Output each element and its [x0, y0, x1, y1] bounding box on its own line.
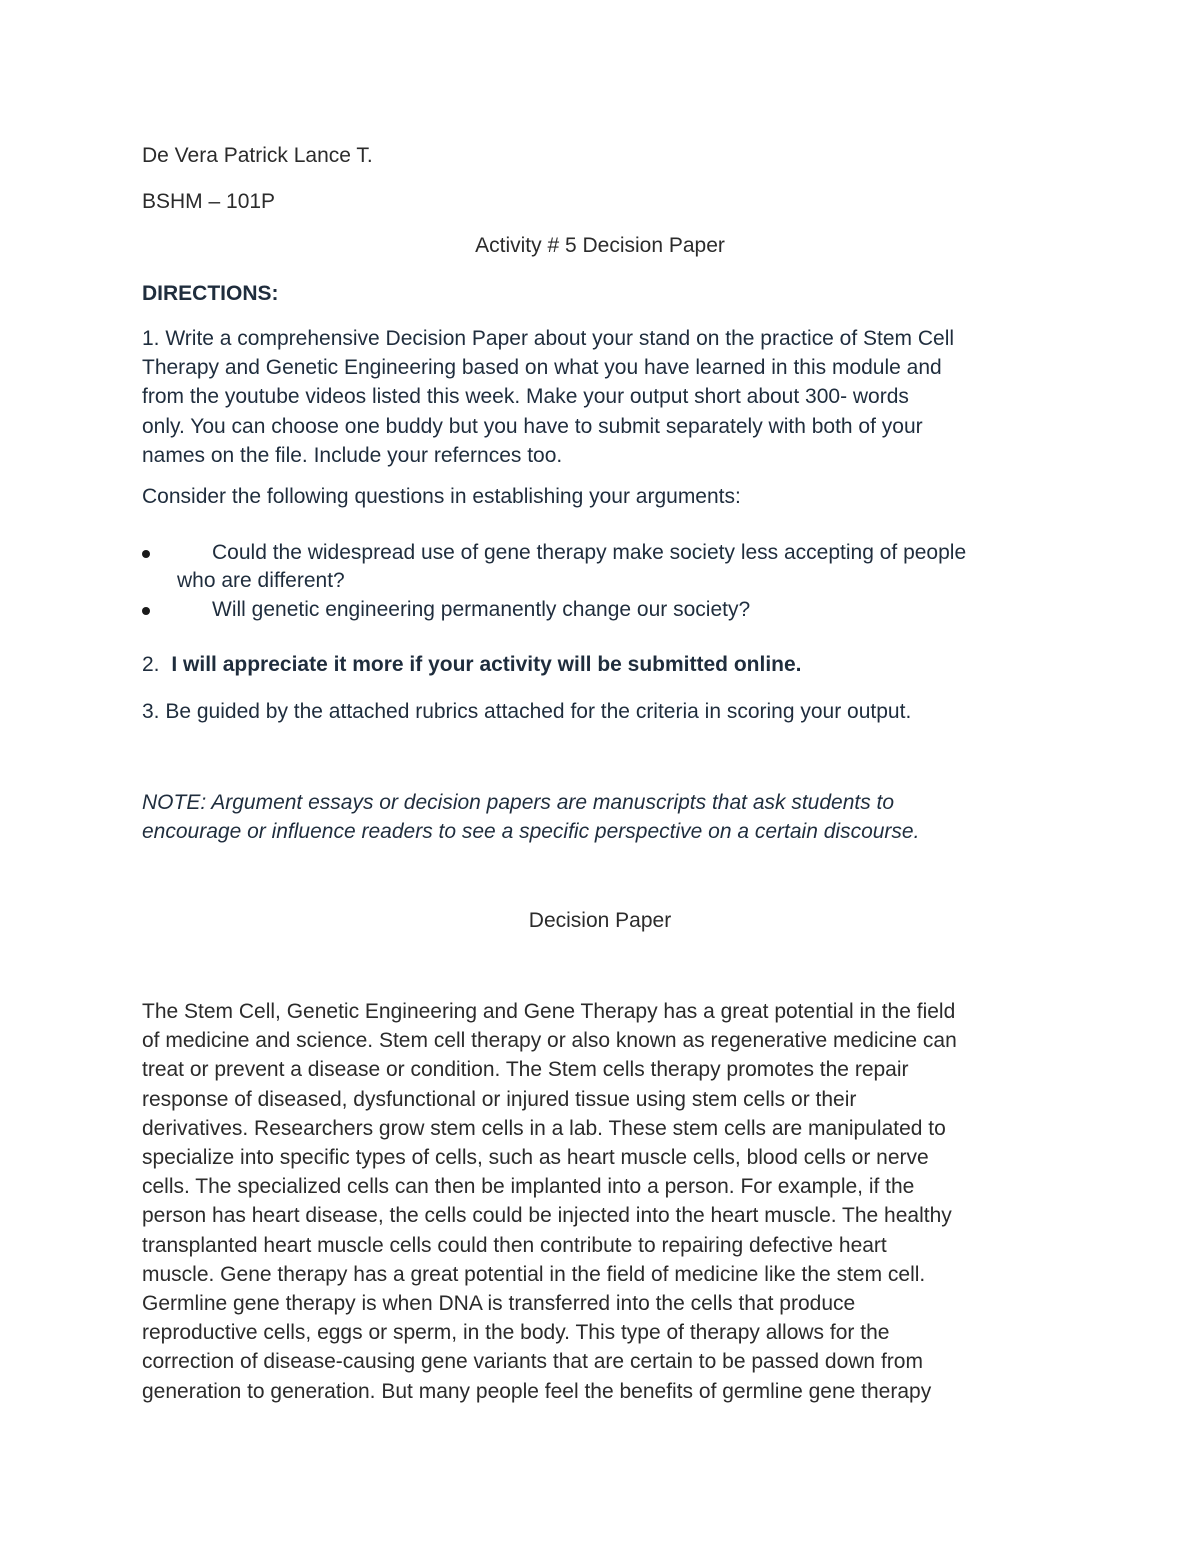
bullet-text: Will genetic engineering permanently change our society? — [212, 598, 751, 621]
consider-text: Consider the following questions in establishing your arguments: — [142, 485, 741, 508]
bullet-text: Could the widespread use of gene therapy make society less accepting of people — [212, 541, 967, 564]
body-line: correction of disease-causing gene variants that are certain to be passed down from — [142, 1350, 923, 1374]
body-line: specialize into specific types of cells, such as heart muscle cells, blood cells or nerve — [142, 1146, 929, 1170]
bullet-icon — [142, 550, 150, 558]
direction-item-1-line: names on the file. Include your refernces too. — [142, 443, 563, 467]
body-line: generation to generation. But many people feel the benefits of germline gene therapy — [142, 1379, 932, 1403]
body-line: treat or prevent a disease or condition. The Stem cells therapy promotes the repair — [142, 1058, 909, 1082]
direction-item-2 — [142, 650, 802, 679]
direction-item-2-text: I will appreciate it more if your activity will be submitted online. — [171, 653, 802, 676]
body-line: Germline gene therapy is when DNA is transferred into the cells that produce — [142, 1292, 856, 1316]
body-line: person has heart disease, the cells could be injected into the heart muscle. The healthy — [142, 1204, 952, 1228]
direction-item-1 — [142, 324, 1058, 470]
body-line: cells. The specialized cells can then be implanted into a person. For example, if the — [142, 1175, 915, 1199]
note-line: NOTE: Argument essays or decision papers are manuscripts that ask students to — [142, 791, 895, 814]
body-line: reproductive cells, eggs or sperm, in the body. This type of therapy allows for the — [142, 1321, 890, 1345]
note — [142, 788, 1058, 846]
paper-title: Decision Paper — [528, 909, 672, 932]
body-line: response of diseased, dysfunctional or injured tissue using stem cells or their — [142, 1087, 857, 1111]
paper-body — [142, 997, 1058, 1406]
note-line: encourage or influence readers to see a specific perspective on a certain discourse. — [142, 820, 920, 844]
body-line: of medicine and science. Stem cell therapy or also known as regenerative medicine can — [142, 1029, 957, 1053]
direction-item-1-line: 1. Write a comprehensive Decision Paper about your stand on the practice of Stem Cell — [142, 327, 955, 350]
body-line: derivatives. Researchers grow stem cells in a lab. These stem cells are manipulated to — [142, 1116, 946, 1140]
activity-title: Activity # 5 Decision Paper — [475, 234, 725, 257]
document-page — [142, 0, 1062, 1553]
body-line: The Stem Cell, Genetic Engineering and Gene Therapy has a great potential in the field — [142, 1000, 956, 1023]
body-line: transplanted heart muscle cells could then contribute to repairing defective heart — [142, 1233, 887, 1257]
bullet-text-continued: who are different? — [177, 569, 345, 592]
bullet-icon — [142, 607, 150, 615]
direction-item-2-number: 2. — [142, 653, 160, 676]
direction-item-3: 3. Be guided by the attached rubrics attached for the criteria in scoring your output. — [142, 700, 912, 723]
direction-item-1-line: Therapy and Genetic Engineering based on what you have learned in this module and — [142, 356, 942, 380]
body-line: muscle. Gene therapy has a great potential in the field of medicine like the stem cell. — [142, 1262, 926, 1286]
directions-heading: DIRECTIONS: — [142, 282, 279, 305]
student-name: De Vera Patrick Lance T. — [142, 144, 373, 167]
direction-item-1-line: from the youtube videos listed this week. Make your output short about 300- words — [142, 385, 909, 409]
student-section: BSHM – 101P — [142, 190, 276, 213]
direction-item-1-line: only. You can choose one buddy but you have to submit separately with both of your — [142, 414, 923, 438]
